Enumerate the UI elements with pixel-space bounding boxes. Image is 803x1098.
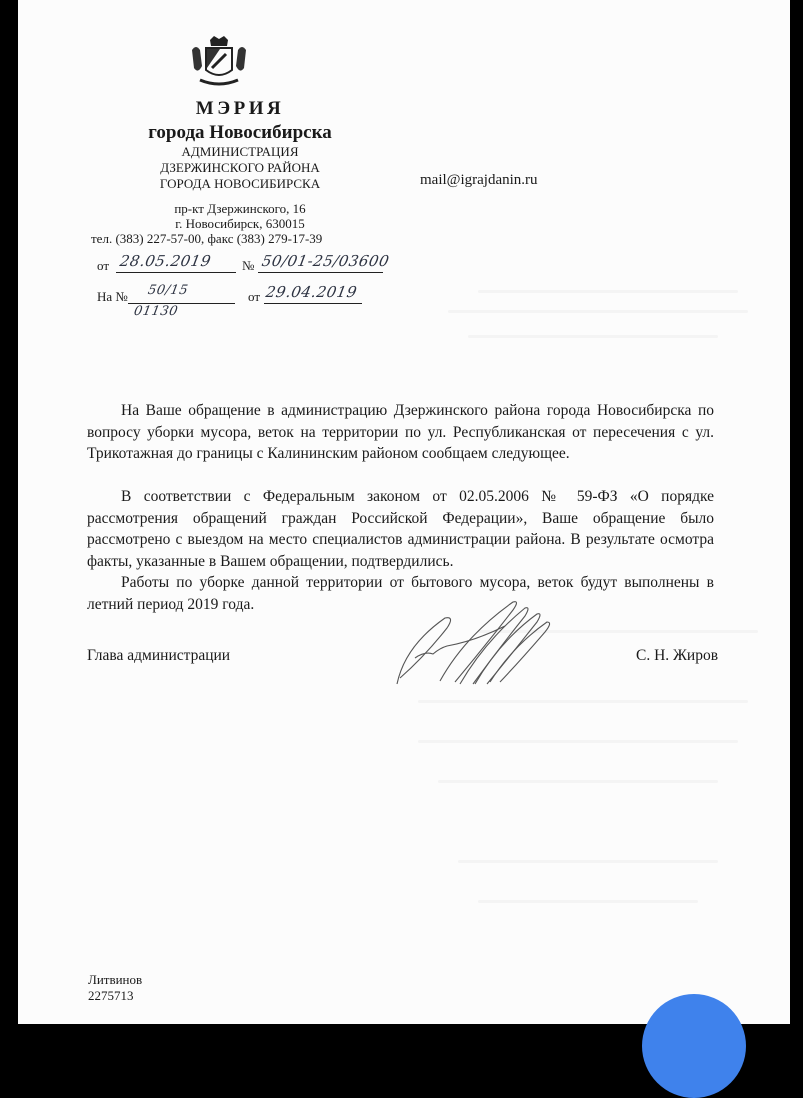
org-title: МЭРИЯ xyxy=(195,98,285,119)
outgoing-date-label: от xyxy=(97,258,110,273)
underline xyxy=(258,272,383,273)
org-address-line: пр-кт Дзержинского, 16 xyxy=(174,201,306,216)
org-city: города Новосибирска xyxy=(148,122,332,143)
executor-name: Литвинов xyxy=(88,972,143,987)
scan-left-border xyxy=(0,0,18,1024)
paragraph-text: На Ваше обращение в администрацию Дзержинского района города Новосибирска по вопросу уборки мусора, веток на территории по ул. Республиканская от пересечения с ул. Трикотажная до границы с Калининским районом сообщаем следующее. xyxy=(87,402,714,462)
incoming-number-label: На № xyxy=(97,289,128,304)
bleed-through-mark xyxy=(478,290,738,293)
org-address-line: г. Новосибирск, 630015 xyxy=(175,216,305,231)
coat-of-arms-icon xyxy=(190,36,248,90)
incoming-number-value: 50/15 xyxy=(146,283,190,298)
scan-right-border xyxy=(790,0,803,1024)
org-admin-line: ДЗЕРЖИНСКОГО РАЙОНА xyxy=(160,160,320,175)
signatory-position: Глава администрации xyxy=(87,647,231,664)
paragraph-text: В соответствии с Федеральным законом от 02.05.2006 № 59-ФЗ «О порядке рассмотрения обращений граждан Российской Федерации», Ваше обращение было рассмотрено с выездом на место специалистов администрации района. В результате осмотра факты, указанные в Вашем обращении, подтвердились. xyxy=(87,488,714,570)
underline xyxy=(264,303,362,304)
paragraph-text: Работы по уборке данной территории от бытового мусора, веток будут выполнены в летний период 2019 года. xyxy=(87,574,714,613)
bleed-through-mark xyxy=(418,700,748,703)
bleed-through-mark xyxy=(458,860,718,863)
body-paragraph xyxy=(87,486,714,572)
bleed-through-mark xyxy=(448,310,748,313)
bleed-through-mark xyxy=(468,335,718,338)
org-admin-line: АДМИНИСТРАЦИЯ xyxy=(181,144,299,159)
underline xyxy=(116,272,236,273)
bleed-through-mark xyxy=(438,780,718,783)
incoming-date-label: от xyxy=(248,289,261,304)
org-phone: тел. (383) 227-57-00, факс (383) 279-17-39 xyxy=(91,231,323,246)
incoming-number-value-2: 01130 xyxy=(132,304,180,319)
body-paragraph xyxy=(87,400,714,465)
floating-action-button[interactable] xyxy=(642,994,746,1098)
org-admin-line: ГОРОДА НОВОСИБИРСКА xyxy=(159,176,321,191)
incoming-date-value: 29.04.2019 xyxy=(264,283,359,301)
outgoing-number-value: 50/01-25/03600 xyxy=(260,252,391,270)
outgoing-date-value: 28.05.2019 xyxy=(118,252,213,270)
handwritten-signature xyxy=(385,596,555,686)
bleed-through-mark xyxy=(418,740,738,743)
recipient-email: mail@igrajdanin.ru xyxy=(420,172,538,188)
bleed-through-mark xyxy=(478,900,698,903)
executor-phone: 2275713 xyxy=(88,988,134,1003)
outgoing-number-label: № xyxy=(242,258,255,273)
signatory-name: С. Н. Жиров xyxy=(636,647,719,664)
